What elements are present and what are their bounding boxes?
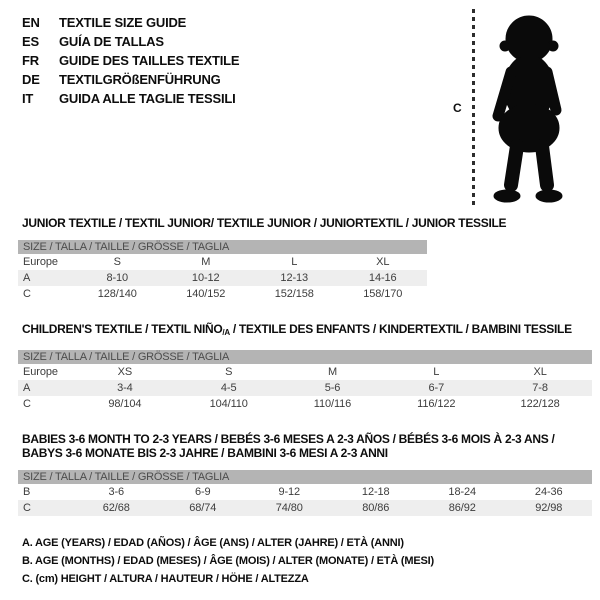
size-cell: M: [201, 256, 211, 268]
size-cell: 158/170: [363, 288, 403, 300]
row-label: Europe: [23, 256, 58, 268]
size-cell: 3-4: [117, 382, 133, 394]
language-code: ES: [22, 34, 39, 49]
size-cell: 62/68: [102, 502, 130, 514]
table-row: [18, 270, 427, 286]
size-cell: 4-5: [220, 382, 237, 394]
size-cell: 128/140: [97, 288, 137, 300]
size-cell: 3-6: [108, 486, 125, 498]
table-title: [22, 216, 592, 230]
size-cell: 74/80: [275, 502, 303, 514]
language-code: DE: [22, 72, 40, 87]
baby-silhouette-icon: [483, 9, 575, 209]
size-cell: 6-7: [428, 382, 445, 394]
legend-line: B. AGE (MONTHS) / EDAD (MESES) / ÂGE (MOIS) / ALTER (MONATE) / ETÀ (MESI): [22, 555, 434, 567]
height-measure-label: C: [453, 101, 462, 115]
size-cell: 80/86: [362, 502, 390, 514]
language-title: TEXTILE SIZE GUIDE: [59, 15, 187, 30]
table-title-text: BABYS 3-6 MONATE BIS 2-3 JAHRE / BAMBINI 3-6 MESI A 2-3 ANNI: [22, 446, 388, 460]
size-cell: 7-8: [532, 382, 548, 394]
size-table-block: [18, 322, 592, 412]
table-row: [18, 286, 427, 302]
row-label: C: [23, 288, 31, 300]
size-table: [18, 240, 427, 302]
table-row: [18, 380, 592, 396]
table-title-text: CHILDREN'S TEXTILE / TEXTIL NIÑO: [22, 322, 223, 336]
table-size-header: SIZE / TALLA / TAILLE / GRÖSSE / TAGLIA: [18, 470, 592, 484]
language-code: EN: [22, 15, 40, 30]
size-cell: 14-16: [368, 272, 397, 284]
size-cell: 10-12: [191, 272, 220, 284]
measure-legend: [22, 534, 434, 588]
language-row: [22, 51, 239, 70]
size-cell: 152/158: [274, 288, 314, 300]
table-size-header: SIZE / TALLA / TAILLE / GRÖSSE / TAGLIA: [18, 350, 592, 364]
table-rows: [18, 254, 427, 302]
legend-line: A. AGE (YEARS) / EDAD (AÑOS) / ÂGE (ANS) / ALTER (JAHRE) / ETÀ (ANNI): [22, 537, 404, 549]
size-table: [18, 350, 592, 412]
size-cell: 12-13: [280, 272, 309, 284]
row-label: C: [23, 502, 31, 514]
table-title-text: / TEXTILE DES ENFANTS / KINDERTEXTIL / BAMBINI TESSILE: [229, 322, 572, 336]
size-table-block: [18, 216, 592, 302]
language-title: GUIDA ALLE TAGLIE TESSILI: [59, 91, 236, 106]
table-title-text: BABIES 3-6 MONTH TO 2-3 YEARS / BEBÉS 3-6 MESES A 2-3 AÑOS / BÉBÉS 3-6 MOIS À 2-3 ANS /: [22, 432, 555, 446]
row-label: B: [23, 486, 31, 498]
size-table-block: [18, 432, 592, 516]
size-cell: 92/98: [535, 502, 563, 514]
table-title-line: [22, 216, 592, 230]
size-cell: L: [291, 256, 298, 268]
table-title-line: [22, 446, 592, 460]
size-cell: XL: [533, 366, 547, 378]
size-cell: 5-6: [324, 382, 341, 394]
row-label: A: [23, 272, 31, 284]
size-cell: 12-18: [361, 486, 390, 498]
size-cell: 24-36: [534, 486, 563, 498]
language-title: GUÍA DE TALLAS: [59, 34, 164, 49]
size-cell: L: [433, 366, 440, 378]
legend-line: C. (cm) HEIGHT / ALTURA / HAUTEUR / HÖHE / ALTEZZA: [22, 573, 309, 585]
table-row: [18, 364, 592, 380]
table-title-text: /A: [222, 328, 230, 337]
height-measure-line: [472, 9, 475, 207]
size-cell: 86/92: [448, 502, 476, 514]
language-title: TEXTILGRÖßENFÜHRUNG: [59, 72, 221, 87]
size-cell: 104/110: [209, 398, 248, 410]
table-row: [18, 254, 427, 270]
size-cell: 68/74: [189, 502, 217, 514]
table-row: [18, 500, 592, 516]
size-cell: 18-24: [448, 486, 477, 498]
row-label: C: [23, 398, 31, 410]
table-title: [22, 432, 592, 460]
table-rows: [18, 484, 592, 516]
size-cell: 110/116: [313, 398, 352, 410]
table-size-header: SIZE / TALLA / TAILLE / GRÖSSE / TAGLIA: [18, 240, 427, 254]
table-title-text: JUNIOR TEXTILE / TEXTIL JUNIOR/ TEXTILE JUNIOR / JUNIORTEXTIL / JUNIOR TESSILE: [22, 216, 507, 230]
size-cell: M: [327, 366, 338, 378]
language-row: [22, 13, 239, 32]
size-cell: 8-10: [106, 272, 129, 284]
size-cell: 98/104: [108, 398, 142, 410]
size-table: [18, 470, 592, 516]
height-figure: [450, 6, 598, 212]
table-title-line: [22, 432, 592, 446]
language-row: [22, 70, 239, 89]
table-rows: [18, 364, 592, 412]
size-cell: 140/152: [186, 288, 226, 300]
size-cell: S: [113, 256, 121, 268]
size-cell: 9-12: [278, 486, 301, 498]
size-cell: 6-9: [194, 486, 211, 498]
size-tables: [18, 216, 592, 536]
row-label: Europe: [23, 366, 58, 378]
size-cell: XS: [117, 366, 133, 378]
table-title: [22, 322, 592, 340]
size-cell: 116/122: [417, 398, 456, 410]
size-cell: XL: [376, 256, 390, 268]
row-label: A: [23, 382, 31, 394]
size-cell: 122/128: [520, 398, 560, 410]
language-row: [22, 32, 239, 51]
language-title: GUIDE DES TAILLES TEXTILE: [59, 53, 240, 68]
language-code: FR: [22, 53, 39, 68]
table-title-line: [22, 322, 592, 340]
table-row: [18, 396, 592, 412]
size-cell: S: [225, 366, 233, 378]
language-title-list: [22, 13, 239, 108]
language-row: [22, 89, 239, 108]
table-row: [18, 484, 592, 500]
language-code: IT: [22, 91, 34, 106]
